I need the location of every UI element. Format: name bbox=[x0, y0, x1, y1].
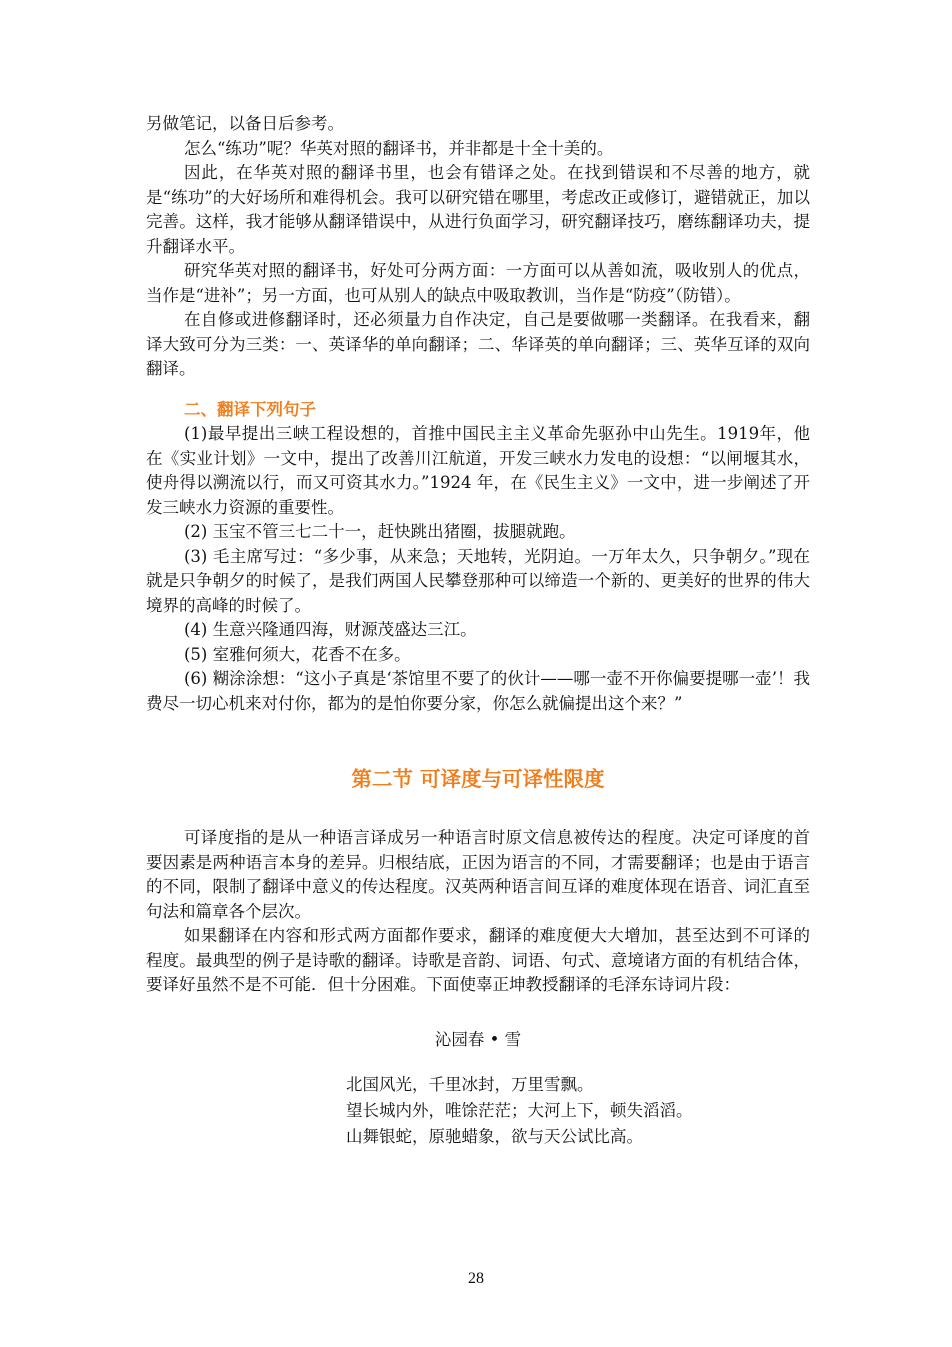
paragraph-translatability: 可译度指的是从一种语言译成另一种语言时原文信息被传达的程度。决定可译度的首要因素是两种语言本身的差异。归根结底，正因为语言的不同，才需要翻译；也是由于语言的不同，限制了翻译中意义的传达程度。汉英两种语言间互译的难度体现在语音、词汇直至句法和篇章各个层次。 bbox=[146, 828, 810, 921]
paragraph-poetry-translation: 如果翻译在内容和形式两方面都作要求，翻译的难度便大大增加，甚至达到不可译的程度。最典型的例子是诗歌的翻译。诗歌是音韵、词语、句式、意境诸方面的有机结合体，要译好虽然不是不可能．但十分困难。下面使辜正坤教授翻译的毛泽东诗词片段： bbox=[146, 926, 810, 994]
poem-line-1: 北国风光，千里冰封，万里雪飘。 bbox=[346, 1074, 594, 1094]
exercise-heading: 二、翻译下列句子 bbox=[184, 399, 316, 419]
page-number: 28 bbox=[468, 1270, 484, 1287]
poem-line-3: 山舞银蛇，原驰蜡象，欲与天公试比高。 bbox=[346, 1126, 643, 1146]
poem-line-2: 望长城内外，唯馀茫茫；大河上下，顿失滔滔。 bbox=[346, 1100, 693, 1120]
exercise-item-5: (5) 室雅何须大，花香不在多。 bbox=[184, 644, 411, 664]
page-content bbox=[146, 112, 810, 1150]
paragraph-translation-types: 在自修或进修翻译时，还必须量力自作决定，自己是要做哪一类翻译。在我看来，翻译大致可分为三类：一、英译华的单向翻译；二、华译英的单向翻译；三、英华互译的双向翻译。 bbox=[146, 310, 810, 378]
exercise-item-6: (6) 糊涂涂想：“这小子真是‘茶馆里不要了的伙计——哪一壶不开你偏要提哪一壶’！我费尽一切心机来对付你，都为的是怕你要分家，你怎么就偏提出这个来？” bbox=[146, 669, 810, 713]
paragraph-benefits: 研究华英对照的翻译书，好处可分两方面：一方面可以从善如流，吸收别人的优点，当作是“进补”；另一方面，也可从别人的缺点中吸取教训，当作是“防疫”（防错）。 bbox=[146, 261, 810, 305]
exercise-item-4: (4) 生意兴隆通四海，财源茂盛达三江。 bbox=[184, 620, 477, 639]
paragraph-errors: 因此，在华英对照的翻译书里，也会有错译之处。在找到错误和不尽善的地方，就是“练功”的大好场所和难得机会。我可以研究错在哪里，考虑改正或修订，避错就正，加以完善。这样，我才能够从翻译错误中，从进行负面学习，研究翻译技巧，磨练翻译功夫，提升翻译水平。 bbox=[146, 163, 810, 256]
paragraph-notes: 另做笔记，以备日后参考。 bbox=[146, 114, 344, 133]
section-title: 第二节 可译度与可译性限度 bbox=[351, 767, 605, 791]
poem-body bbox=[346, 1072, 810, 1150]
exercise-item-1: (1)最早提出三峡工程设想的，首推中国民主主义革命先驱孙中山先生。1919年，他在《实业计划》一文中，提出了改善川江航道，开发三峡水力发电的设想：“以闸堰其水，使舟得以溯流以行，而又可资其水力。”1924 年，在《民生主义》一文中，进一步阐述了开发三峡水力资源的重要性。 bbox=[146, 424, 810, 517]
paragraph-practice-question: 怎么“练功”呢？华英对照的翻译书，并非都是十全十美的。 bbox=[184, 138, 614, 158]
exercise-item-3: (3) 毛主席写过：“多少事，从来急；天地转，光阴迫。一万年太久，只争朝夕。”现在就是只争朝夕的时候了，是我们两国人民攀登那种可以缔造一个新的、更美好的世界的伟大境界的高峰的时候了。 bbox=[146, 546, 810, 615]
poem-title: 沁园春 • 雪 bbox=[434, 1029, 522, 1049]
exercise-item-2: (2) 玉宝不管三七二十一，赶快跳出猪圈，拔腿就跑。 bbox=[184, 522, 576, 541]
